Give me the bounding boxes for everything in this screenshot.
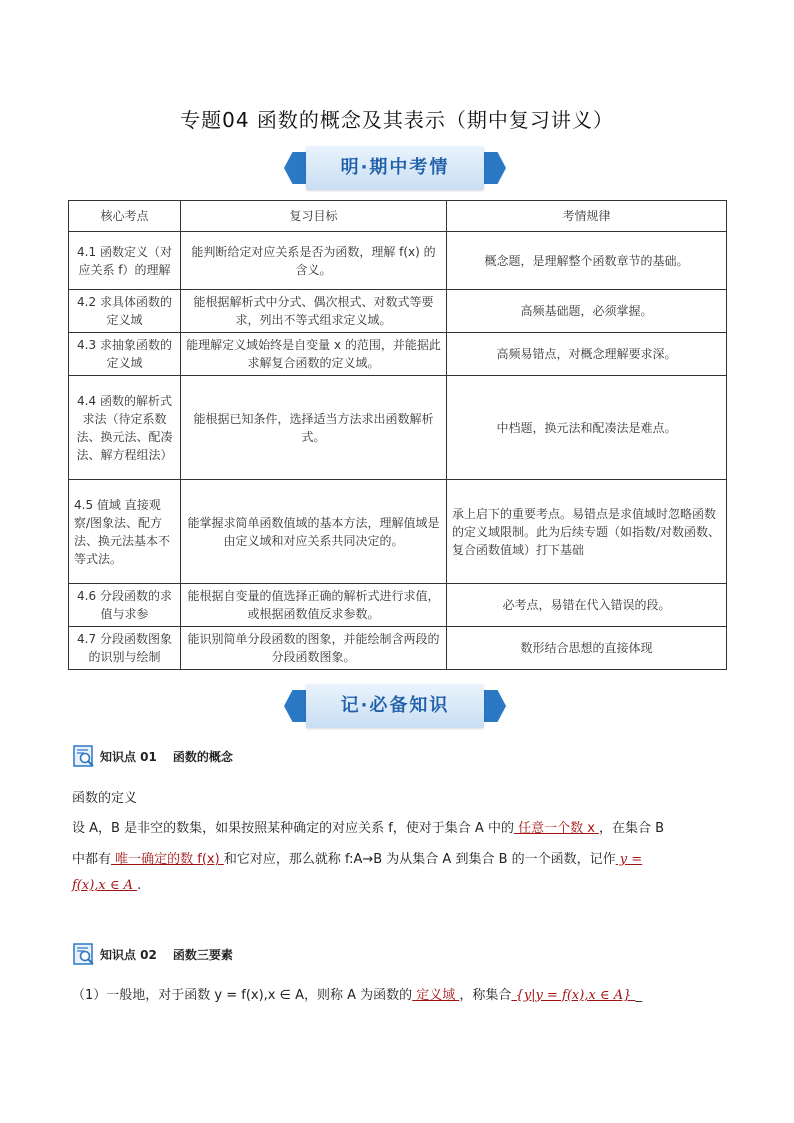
kp-number: 知识点 02 bbox=[100, 948, 157, 962]
table-cell: 高频易错点，对概念理解要求深。 bbox=[447, 333, 727, 376]
table-row bbox=[69, 232, 727, 290]
header-cell: 考情规律 bbox=[447, 201, 727, 232]
table-cell: 能掌握求简单函数值域的基本方法，理解值域是由定义域和对应关系共同决定的。 bbox=[181, 480, 447, 584]
answer-blank: 唯一确定的数 f(x) bbox=[111, 852, 224, 867]
table-row bbox=[69, 333, 727, 376]
table-cell: 4.2 求具体函数的定义域 bbox=[69, 290, 181, 333]
table-cell: 4.5 值域 直接观察/图象法、配方法、换元法基本不等式法。 bbox=[69, 480, 181, 584]
table-cell: 能根据自变量的值选择正确的解析式进行求值，或根据函数值反求参数。 bbox=[181, 584, 447, 627]
table-cell: 能理解定义域始终是自变量 x 的范围，并能据此求解复合函数的定义域。 bbox=[181, 333, 447, 376]
kp-name: 函数的概念 bbox=[172, 750, 233, 764]
answer-blank: f(x),x ∈ A bbox=[72, 878, 138, 893]
answer-blank: 定义域 bbox=[412, 988, 460, 1003]
table-row bbox=[69, 480, 727, 584]
table-cell: 4.6 分段函数的求值与求参 bbox=[69, 584, 181, 627]
text-line: 设 A，B 是非空的数集，如果按照某种确定的对应关系 f，使对于集合 A 中的 任意一个数 x ，在集合 B bbox=[72, 821, 665, 836]
table-cell: 必考点，易错在代入错误的段。 bbox=[447, 584, 727, 627]
table-row bbox=[69, 627, 727, 670]
table-cell: 承上启下的重要考点。易错点是求值域时忽略函数的定义域限制。此为后续专题（如指数/对数函数、复合函数值域）打下基础 bbox=[447, 480, 727, 584]
banner-text: 记·必备知识 bbox=[340, 695, 450, 716]
table-cell: 概念题，是理解整个函数章节的基础。 bbox=[447, 232, 727, 290]
table-cell: 高频基础题，必须掌握。 bbox=[447, 290, 727, 333]
table-row bbox=[69, 290, 727, 333]
table-row bbox=[69, 584, 727, 627]
page-title: 专题04 函数的概念及其表示（期中复习讲义） bbox=[180, 108, 614, 132]
exam-table bbox=[68, 200, 727, 670]
table-header-row bbox=[69, 201, 727, 232]
text-line: 中都有 唯一确定的数 f(x) 和它对应，那么就称 f:A→B 为从集合 A 到集合 B 的一个函数，记作 y = bbox=[72, 852, 643, 867]
section-banner-knowledge bbox=[284, 684, 506, 728]
table-cell: 能根据解析式中分式、偶次根式、对数式等要求，列出不等式组求定义域。 bbox=[181, 290, 447, 333]
banner-text: 明·期中考情 bbox=[340, 157, 450, 178]
section-heading: 函数的定义 bbox=[72, 791, 138, 806]
kp-number: 知识点 01 bbox=[100, 750, 157, 764]
table-cell: 4.7 分段函数图象的识别与绘制 bbox=[69, 627, 181, 670]
header-cell: 核心考点 bbox=[69, 201, 181, 232]
table-cell: 中档题，换元法和配凑法是难点。 bbox=[447, 376, 727, 480]
header-cell: 复习目标 bbox=[181, 201, 447, 232]
table-cell: 数形结合思想的直接体现 bbox=[447, 627, 727, 670]
magnifier-book-icon bbox=[72, 744, 96, 768]
answer-blank: 任意一个数 x bbox=[513, 821, 600, 836]
section-banner-exam bbox=[284, 146, 506, 190]
magnifier-book-icon bbox=[72, 942, 96, 966]
answer-blank: y = bbox=[615, 852, 643, 867]
text-line: f(x),x ∈ A . bbox=[72, 878, 142, 893]
table-row bbox=[69, 376, 727, 480]
table-cell: 能根据已知条件，选择适当方法求出函数解析式。 bbox=[181, 376, 447, 480]
table-cell: 4.3 求抽象函数的定义域 bbox=[69, 333, 181, 376]
table-cell: 4.1 函数定义（对应关系 f）的理解 bbox=[69, 232, 181, 290]
kp-name: 函数三要素 bbox=[172, 948, 233, 962]
answer-blank: {y|y = f(x),x ∈ A} bbox=[511, 988, 636, 1003]
table-cell: 能判断给定对应关系是否为函数，理解 f(x) 的含义。 bbox=[181, 232, 447, 290]
text-line: （1）一般地，对于函数 y = f(x),x ∈ A，则称 A 为函数的 定义域 ，称集合 {y|y = f(x),x ∈ A} _ bbox=[72, 988, 642, 1003]
table-cell: 4.4 函数的解析式求法（待定系数法、换元法、配凑法、解方程组法） bbox=[69, 376, 181, 480]
table-cell: 能识别简单分段函数的图象，并能绘制含两段的分段函数图象。 bbox=[181, 627, 447, 670]
